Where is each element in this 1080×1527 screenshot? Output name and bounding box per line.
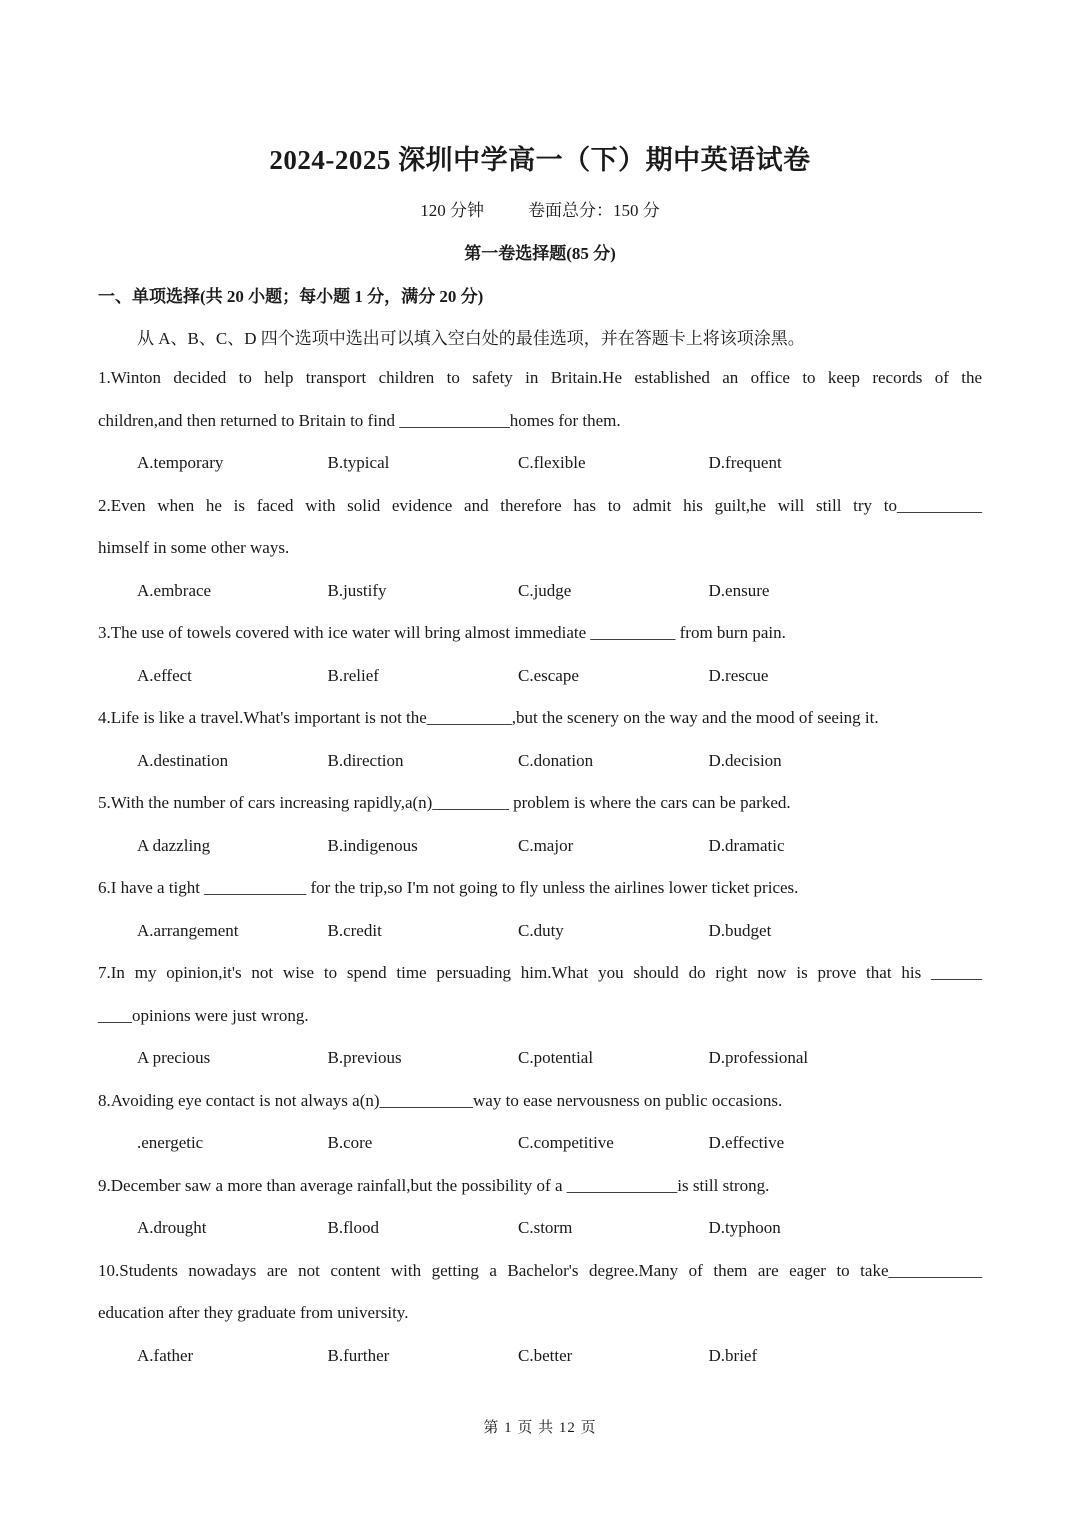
- answer-option: B.credit: [327, 920, 382, 940]
- answer-option: D.dramatic: [708, 835, 785, 855]
- question-item: [98, 612, 982, 697]
- question-text-line: ____opinions were just wrong.: [98, 1005, 309, 1025]
- answer-option: C.donation: [518, 750, 594, 770]
- answer-option: B.further: [327, 1345, 390, 1365]
- question-text-line: 4.Life is like a travel.What's important is not the__________,but the scenery on the way and the mood of seeing it.: [98, 708, 879, 727]
- answer-option: A.drought: [137, 1218, 207, 1237]
- question-text-line: 2.Even when he is faced with solid evidence and therefore has to admit his guilt,he will still try to__________: [98, 495, 982, 515]
- section-heading: 一、单项选择(共 20 小题；每小题 1 分，满分 20 分): [98, 287, 484, 306]
- question-text-line: 8.Avoiding eye contact is not always a(n)___________way to ease nervousness on public occasions.: [98, 1090, 783, 1110]
- question-text-line: education after they graduate from university.: [98, 1303, 409, 1322]
- answer-option: B.previous: [327, 1048, 402, 1067]
- answer-option: D.brief: [708, 1345, 758, 1365]
- question-text-line: 3.The use of towels covered with ice water will bring almost immediate __________ from burn pain.: [98, 623, 786, 642]
- answer-option: B.typical: [327, 453, 390, 472]
- answer-option: D.professional: [708, 1048, 809, 1067]
- question-text-line: children,and then returned to Britain to find _____________homes for them.: [98, 410, 621, 430]
- answer-option: B.justify: [327, 580, 387, 600]
- answer-options: [98, 1207, 982, 1250]
- answer-option: C.major: [518, 835, 574, 855]
- answer-options: [98, 442, 982, 485]
- answer-option: D.typhoon: [708, 1218, 781, 1237]
- question-item: [98, 1080, 982, 1165]
- answer-options: [98, 910, 982, 953]
- question-text-line: 5.With the number of cars increasing rapidly,a(n)_________ problem is where the cars can be parked.: [98, 793, 791, 812]
- question-item: [98, 782, 982, 867]
- answer-option: C.flexible: [518, 453, 586, 472]
- answer-option: B.core: [327, 1133, 373, 1152]
- answer-option: D.rescue: [708, 665, 769, 685]
- answer-option: A.embrace: [137, 580, 212, 600]
- answer-options: [98, 1037, 982, 1080]
- question-text-line: 9.December saw a more than average rainfall,but the possibility of a _____________is still strong.: [98, 1175, 770, 1195]
- answer-option: B.relief: [327, 665, 379, 685]
- answer-option: A.father: [137, 1345, 194, 1365]
- answer-option: C.judge: [518, 580, 572, 600]
- exam-title: 2024-2025 深圳中学高一（下）期中英语试卷: [269, 145, 811, 175]
- question-text-line: 6.I have a tight ____________ for the trip,so I'm not going to fly unless the airlines lower ticket prices.: [98, 878, 799, 897]
- answer-options: [98, 825, 982, 868]
- answer-options: [98, 655, 982, 698]
- answer-option: D.frequent: [708, 453, 782, 472]
- answer-option: D.effective: [708, 1133, 785, 1152]
- exam-total-score: 卷面总分：150 分: [528, 201, 660, 220]
- answer-option: C.competitive: [518, 1133, 614, 1152]
- section-instruction: 从 A、B、C、D 四个选项中选出可以填入空白处的最佳选项，并在答题卡上将该项涂黑。: [137, 329, 805, 348]
- answer-option: D.ensure: [708, 580, 770, 600]
- answer-option: D.budget: [708, 920, 772, 940]
- question-item: [98, 867, 982, 952]
- answer-option: C.duty: [518, 920, 564, 940]
- answer-option: B.indigenous: [327, 835, 418, 855]
- question-text-line: himself in some other ways.: [98, 538, 290, 557]
- exam-time: 120 分钟: [420, 201, 484, 220]
- answer-option: A precious: [137, 1048, 211, 1067]
- answer-options: [98, 570, 982, 613]
- answer-option: D.decision: [708, 750, 782, 770]
- answer-options: [98, 1122, 982, 1165]
- question-text-line: 10.Students nowadays are not content with getting a Bachelor's degree.Many of them are eager to take___________: [98, 1260, 982, 1280]
- answer-option: C.potential: [518, 1048, 594, 1067]
- answer-option: A.effect: [137, 665, 192, 685]
- answer-options: [98, 1335, 982, 1378]
- volume-heading: 第一卷选择题(85 分): [464, 244, 616, 263]
- exam-meta: [0, 196, 1080, 221]
- question-text-line: 1.Winton decided to help transport children to safety in Britain.He established an office to keep records of the: [98, 368, 982, 387]
- question-item: [98, 1250, 982, 1378]
- answer-option: A.temporary: [137, 453, 224, 472]
- question-item: [98, 485, 982, 613]
- answer-options: [98, 740, 982, 783]
- answer-option: A dazzling: [137, 835, 211, 855]
- question-list: [98, 357, 982, 1377]
- question-item: [98, 697, 982, 782]
- answer-option: C.escape: [518, 665, 579, 685]
- answer-option: B.flood: [327, 1218, 379, 1237]
- page-number: 第 1 页 共 12 页: [483, 1420, 597, 1436]
- question-text-line: 7.In my opinion,it's not wise to spend time persuading him.What you should do right now is prove that his ______: [98, 963, 982, 982]
- question-item: [98, 952, 982, 1080]
- answer-option: C.storm: [518, 1218, 573, 1237]
- answer-option: .energetic: [137, 1133, 204, 1152]
- answer-option: C.better: [518, 1345, 573, 1365]
- question-item: [98, 1165, 982, 1250]
- answer-option: A.arrangement: [137, 920, 239, 940]
- answer-option: A.destination: [137, 750, 229, 770]
- answer-option: B.direction: [327, 750, 404, 770]
- question-item: [98, 357, 982, 485]
